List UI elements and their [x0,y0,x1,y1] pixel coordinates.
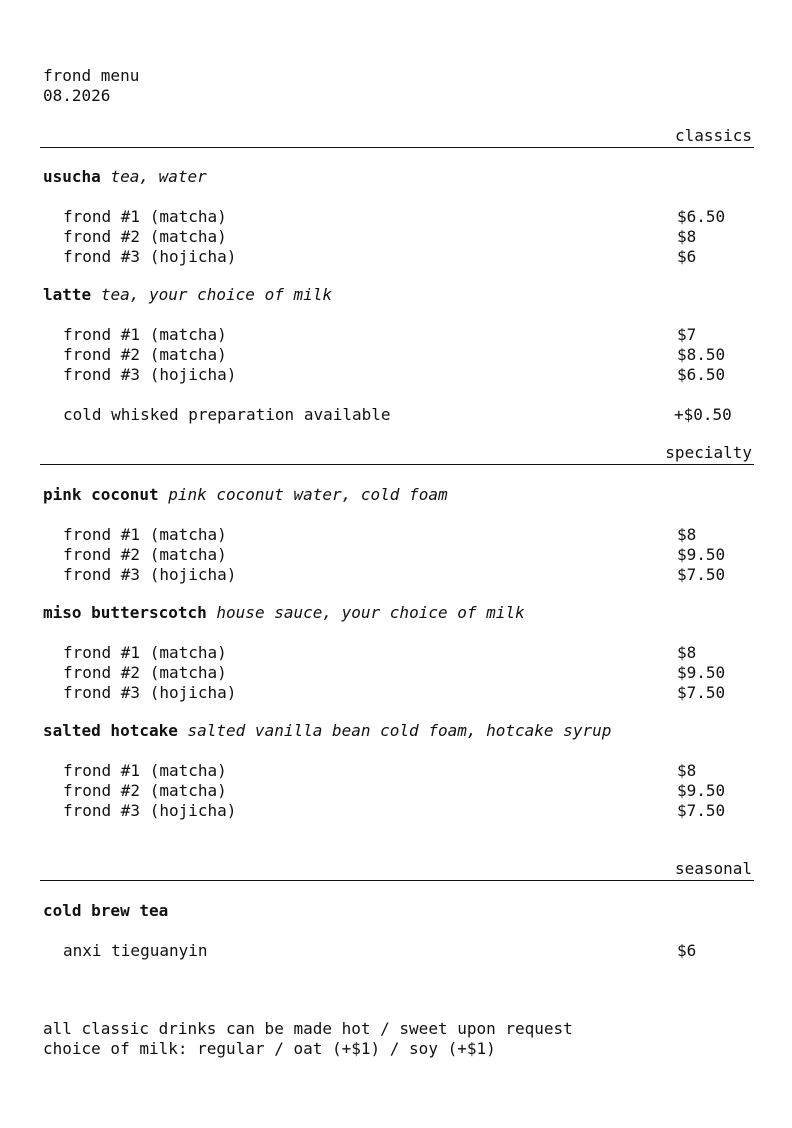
item-description: pink coconut water, cold foam [168,485,448,504]
variant-label: frond #3 (hojicha) [63,683,237,702]
menu-item-usucha [43,167,754,267]
variant-price: $8 [677,525,697,544]
menu-item-salted-hotcake [43,721,754,821]
variant-label: frond #1 (matcha) [63,643,227,662]
variant-price: $7 [677,325,697,344]
item-name: pink coconut [43,485,159,504]
item-title [43,901,754,921]
item-title [43,167,754,187]
item-title [43,721,754,741]
item-name: miso butterscotch [43,603,207,622]
price-row [43,207,754,227]
price-row [43,525,754,545]
item-name: cold brew tea [43,901,169,920]
variant-label: frond #3 (hojicha) [63,801,237,820]
item-name: latte [43,285,92,304]
item-name: salted hotcake [43,721,178,740]
price-row [43,683,754,703]
variant-price: $8 [677,643,697,662]
variant-label: frond #3 (hojicha) [63,565,237,584]
price-row [43,545,754,565]
price-list [43,643,754,703]
variant-price: $7.50 [677,683,726,702]
price-row [43,781,754,801]
menu-item-pink-coconut [43,485,754,585]
menu-header [43,66,139,106]
variant-price: $7.50 [677,801,726,820]
price-list [43,207,754,267]
price-row [43,643,754,663]
footer-note-hot-sweet: all classic drinks can be made hot / sweet upon request [43,1019,573,1038]
section-classics [40,127,754,148]
menu-date: 08.2026 [43,86,111,105]
section-header [40,860,754,881]
item-title [43,603,754,623]
price-row [43,365,754,385]
section-title-specialty: specialty [665,443,752,462]
item-description: house sauce, your choice of milk [216,603,525,622]
variant-price: $8 [677,761,697,780]
variant-price: $6.50 [677,365,726,384]
price-row [43,761,754,781]
section-header [40,127,754,148]
price-row [43,941,754,961]
section-specialty [40,444,754,465]
variant-price: $9.50 [677,545,726,564]
variant-price: $8 [677,227,697,246]
section-title-classics: classics [674,126,752,145]
price-list [43,525,754,585]
menu-item-cold-brew [43,901,754,961]
price-row [43,565,754,585]
variant-label: frond #1 (matcha) [63,325,227,344]
variant-price: $7.50 [677,565,726,584]
variant-label: frond #2 (matcha) [63,227,227,246]
item-name: usucha [43,167,101,186]
variant-label: frond #3 (hojicha) [63,365,237,384]
variant-price: $6 [677,941,697,960]
variant-label: frond #3 (hojicha) [63,247,237,266]
price-row-extra [43,405,754,425]
variant-price: $9.50 [677,663,726,682]
variant-price: $8.50 [677,345,726,364]
price-row [43,663,754,683]
item-description: tea, water [110,167,207,186]
menu-title: frond menu [43,66,140,85]
variant-label: frond #2 (matcha) [63,345,227,364]
menu-footer [43,1019,573,1059]
footer-note-milk: choice of milk: regular / oat (+$1) / soy (+$1) [43,1039,496,1058]
price-list [43,761,754,821]
variant-label: frond #1 (matcha) [63,761,227,780]
variant-label: anxi tieguanyin [63,941,208,960]
variant-label: frond #2 (matcha) [63,545,227,564]
variant-price: $6.50 [677,207,726,226]
extra-label: cold whisked preparation available [63,405,391,424]
variant-label: frond #1 (matcha) [63,525,227,544]
price-row [43,325,754,345]
variant-label: frond #1 (matcha) [63,207,227,226]
price-row [43,345,754,365]
extra-price: +$0.50 [674,405,732,424]
variant-price: $6 [677,247,697,266]
section-seasonal [40,860,754,881]
item-description: tea, your choice of milk [100,285,332,304]
price-row [43,227,754,247]
price-row [43,801,754,821]
price-list [43,325,754,425]
section-title-seasonal: seasonal [674,859,752,878]
variant-label: frond #2 (matcha) [63,663,227,682]
item-title [43,285,754,305]
price-list [43,941,754,961]
variant-price: $9.50 [677,781,726,800]
item-title [43,485,754,505]
variant-label: frond #2 (matcha) [63,781,227,800]
menu-item-latte [43,285,754,425]
item-description: salted vanilla bean cold foam, hotcake syrup [187,721,612,740]
price-row [43,247,754,267]
menu-item-miso-butterscotch [43,603,754,703]
section-header [40,444,754,465]
